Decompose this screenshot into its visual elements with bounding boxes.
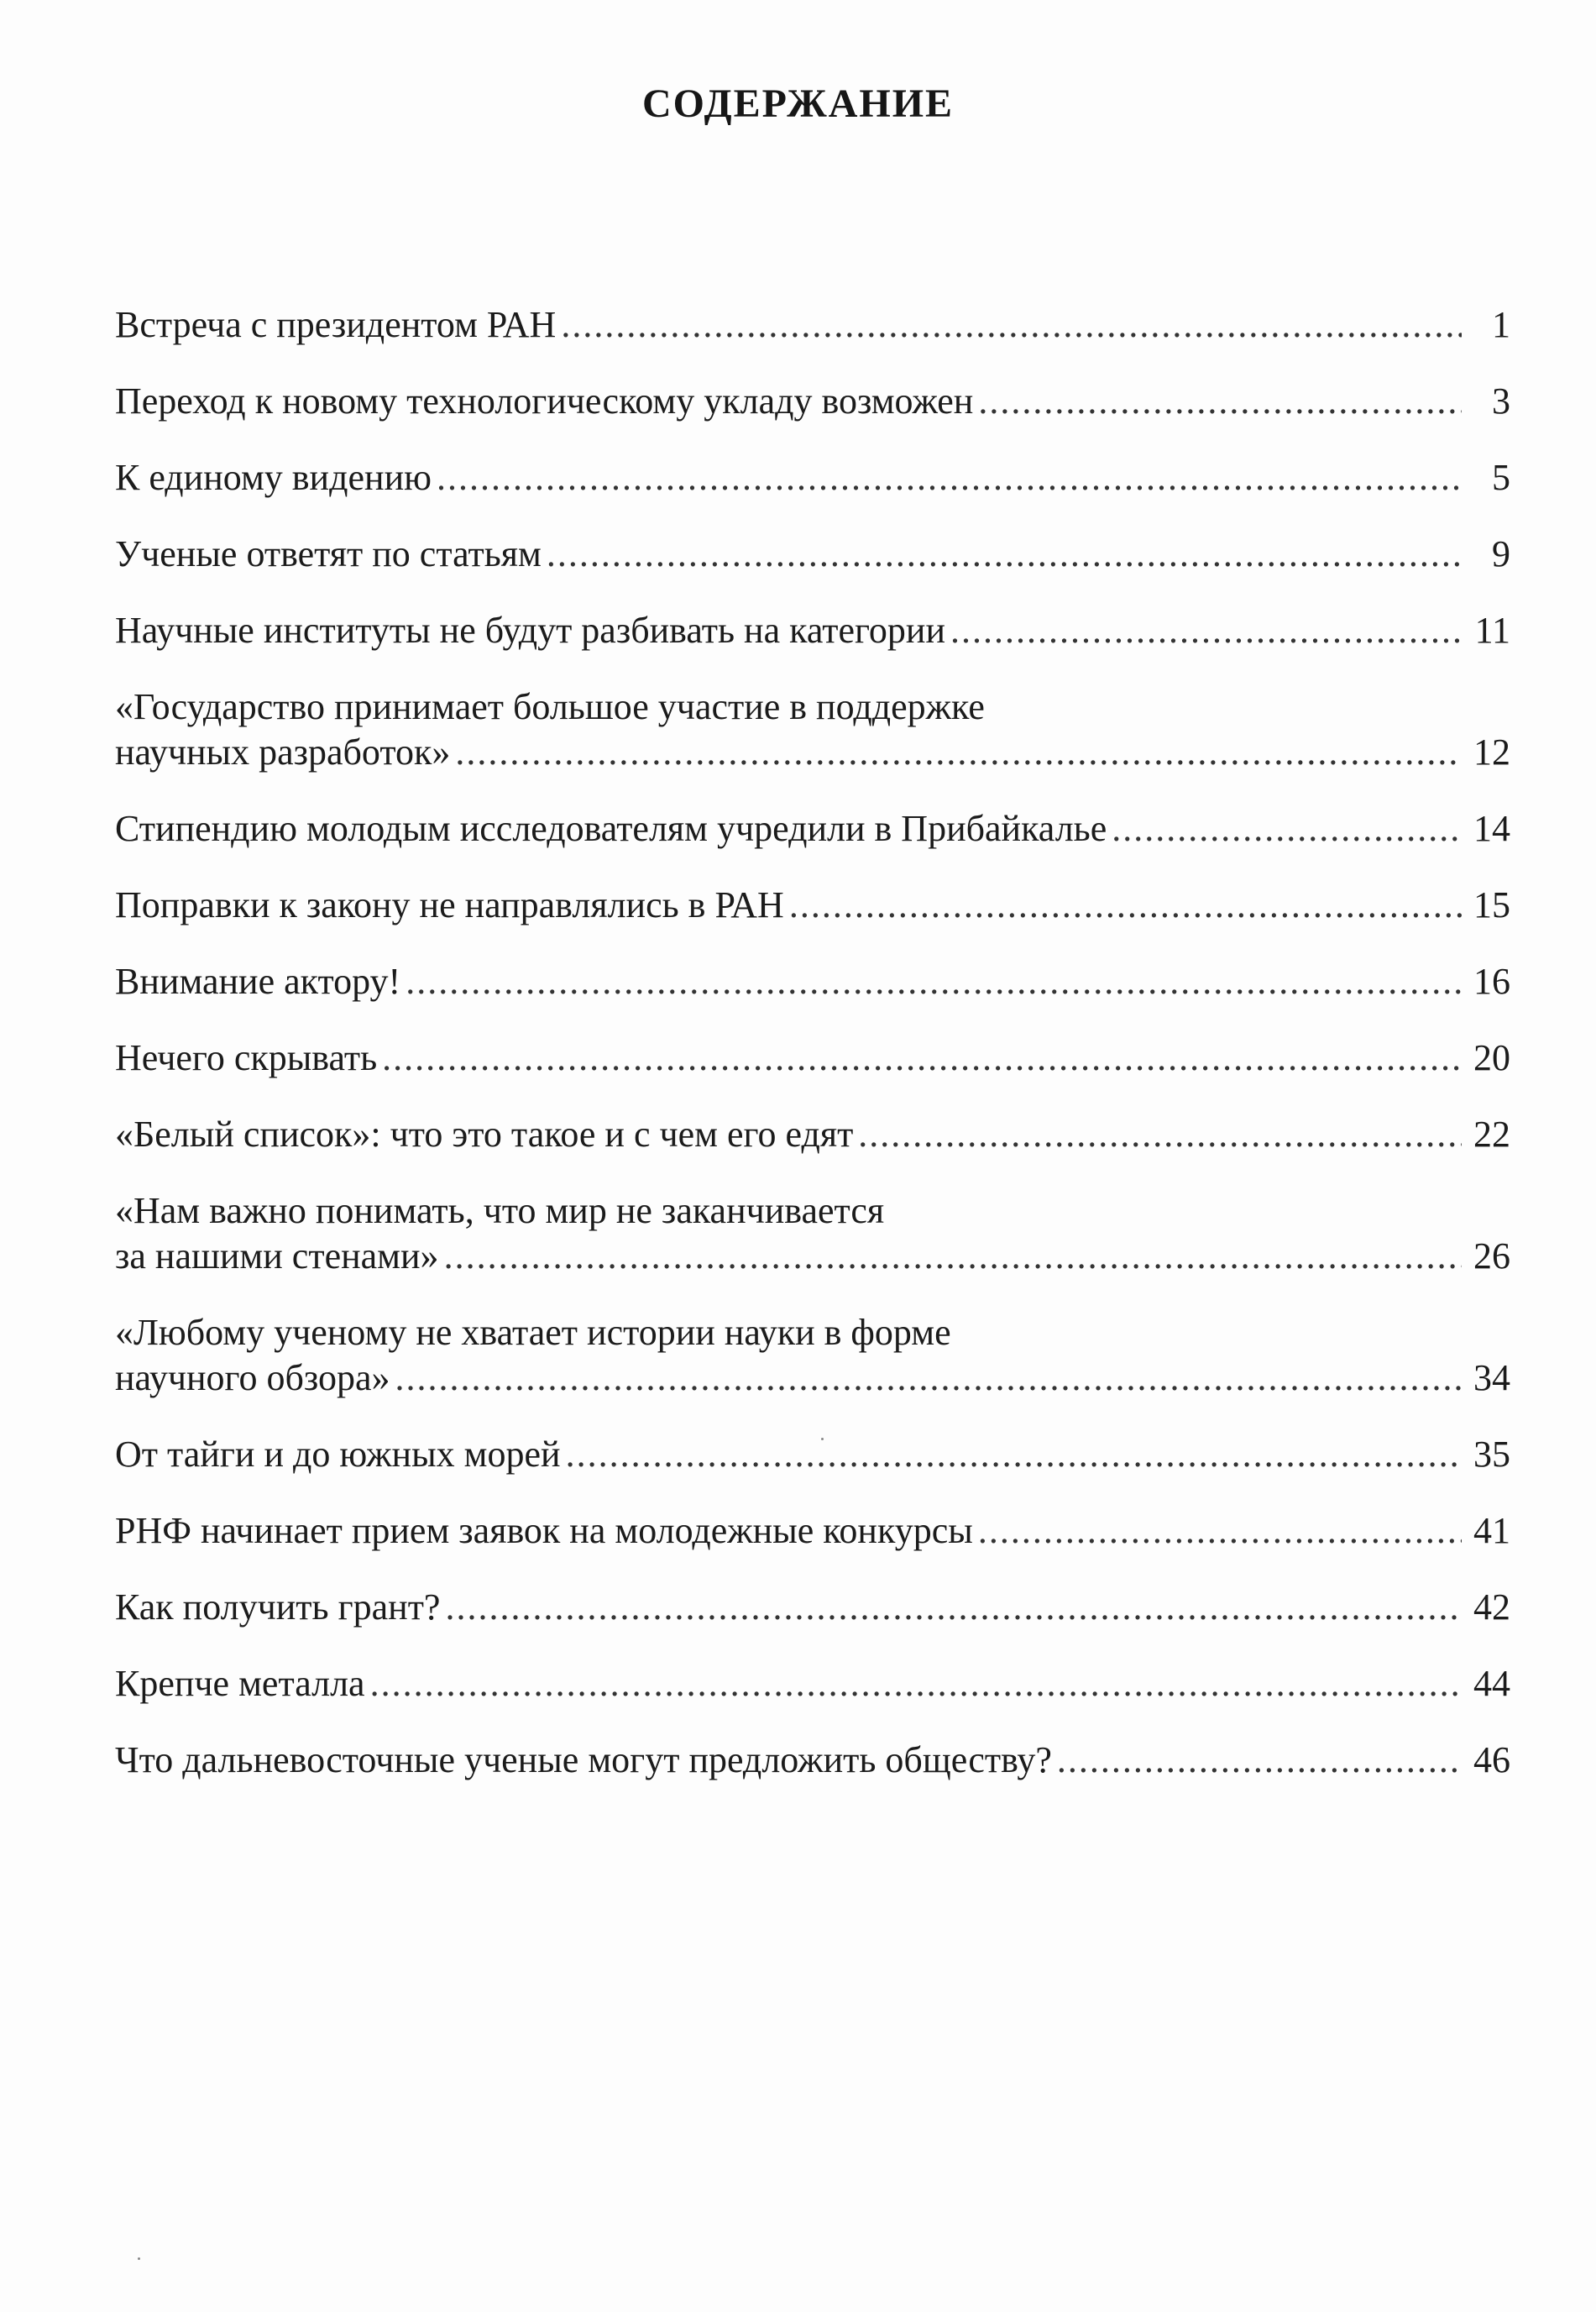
toc-entry	[115, 1508, 1510, 1554]
leader-dots	[547, 532, 1462, 577]
leader-dots	[406, 959, 1462, 1004]
leader-dots	[370, 1661, 1462, 1706]
toc-page-number: 5	[1492, 457, 1510, 498]
leader-dots	[566, 1432, 1462, 1477]
leader-dots	[978, 379, 1462, 424]
toc-entry-line	[115, 806, 1510, 852]
toc-entry-line	[115, 455, 1510, 501]
toc-entry-title: научных разработок»	[115, 731, 451, 773]
toc-entry-title: за нашими стенами»	[115, 1235, 439, 1277]
toc-page-number: 34	[1473, 1357, 1510, 1398]
leader-dots	[789, 883, 1462, 928]
toc-entry-title: Ученые ответят по статьям	[115, 533, 542, 574]
toc-page-number: 22	[1473, 1114, 1510, 1155]
toc-entry-line	[115, 1738, 1510, 1783]
toc-entry-title: «Белый список»: что это такое и с чем его едят	[115, 1114, 854, 1155]
toc-entry	[115, 302, 1510, 348]
leader-dots	[445, 1585, 1462, 1630]
toc-page-number: 3	[1492, 380, 1510, 422]
toc-page-number: 11	[1474, 610, 1510, 651]
toc-entry-title: От тайги и до южных морей	[115, 1434, 561, 1475]
leader-dots	[950, 608, 1462, 653]
toc-entry	[115, 379, 1510, 424]
leader-dots	[978, 1508, 1462, 1554]
toc-entry	[115, 959, 1510, 1004]
leader-dots	[455, 730, 1462, 775]
toc-page-number: 20	[1473, 1037, 1510, 1078]
toc-entry-title: Что дальневосточные ученые могут предложить обществу?	[115, 1739, 1052, 1780]
page-title: СОДЕРЖАНИЕ	[641, 81, 955, 126]
toc-entry	[115, 1188, 1510, 1279]
leader-dots	[395, 1355, 1462, 1401]
toc-entry-line	[115, 1508, 1510, 1554]
toc-entry	[115, 1585, 1510, 1630]
toc-entry	[115, 1738, 1510, 1783]
toc-page-number: 46	[1473, 1739, 1510, 1780]
leader-dots	[444, 1234, 1462, 1279]
toc-entry-line	[115, 1035, 1510, 1081]
toc-entry-line	[115, 1585, 1510, 1630]
toc-entry	[115, 455, 1510, 501]
toc-entry-line	[115, 1432, 1510, 1477]
toc-entry-title: Как получить грант?	[115, 1586, 441, 1628]
toc-entry-title: Встреча с президентом РАН	[115, 304, 557, 345]
toc-entry-title: РНФ начинает прием заявок на молодежные конкурсы	[115, 1510, 973, 1551]
toc-entry-line	[115, 608, 1510, 653]
toc-page-number: 1	[1492, 304, 1510, 345]
leader-dots	[1112, 806, 1462, 852]
leader-dots	[1057, 1738, 1462, 1783]
toc-entry-line	[115, 302, 1510, 348]
toc-entry-title: Переход к новому технологическому укладу возможен	[115, 380, 974, 422]
toc-entry-line	[115, 379, 1510, 424]
toc-entry-title: Научные институты не будут разбивать на категории	[115, 610, 946, 651]
toc-entry-title: Крепче металла	[115, 1663, 365, 1704]
scan-speck	[138, 2257, 140, 2260]
toc-entry	[115, 1661, 1510, 1706]
toc-entry-line	[115, 730, 1510, 775]
toc-entry-title: Стипендию молодым исследователям учредили в Прибайкалье	[115, 808, 1107, 849]
toc-entry-line	[115, 1661, 1510, 1706]
toc-entry	[115, 883, 1510, 928]
toc-entry	[115, 1035, 1510, 1081]
toc-page-number: 15	[1473, 884, 1510, 925]
toc-entry-title: Нечего скрывать	[115, 1037, 378, 1078]
table-of-contents	[115, 302, 1510, 1814]
toc-entry-line	[115, 959, 1510, 1004]
toc-entry	[115, 1310, 1510, 1401]
toc-entry-title-line: «Нам важно понимать, что мир не заканчивается	[115, 1190, 885, 1231]
toc-entry	[115, 684, 1510, 775]
toc-page-number: 42	[1473, 1586, 1510, 1628]
toc-page-number: 35	[1473, 1434, 1510, 1475]
toc-page-number: 16	[1473, 961, 1510, 1002]
toc-page-number: 41	[1473, 1510, 1510, 1551]
toc-entry	[115, 1432, 1510, 1477]
toc-entry	[115, 532, 1510, 577]
toc-entry-title-line: «Любому ученому не хватает истории науки в форме	[115, 1312, 951, 1353]
toc-entry-title-line: «Государство принимает большое участие в поддержке	[115, 686, 985, 727]
toc-entry-line	[115, 883, 1510, 928]
toc-entry-title: К единому видению	[115, 457, 432, 498]
leader-dots	[382, 1035, 1462, 1081]
leader-dots	[437, 455, 1462, 501]
toc-entry-title: научного обзора»	[115, 1357, 390, 1398]
toc-page-number: 12	[1473, 731, 1510, 773]
toc-entry-title: Внимание актору!	[115, 961, 401, 1002]
toc-entry-line	[115, 1355, 1510, 1401]
toc-entry-line	[115, 1234, 1510, 1279]
toc-entry-line	[115, 1112, 1510, 1157]
toc-entry	[115, 1112, 1510, 1157]
toc-page-number: 44	[1473, 1663, 1510, 1704]
toc-entry	[115, 608, 1510, 653]
toc-entry-line	[115, 532, 1510, 577]
scan-speck	[821, 1438, 824, 1440]
leader-dots	[858, 1112, 1462, 1157]
toc-entry-title: Поправки к закону не направлялись в РАН	[115, 884, 784, 925]
toc-page-number: 26	[1473, 1235, 1510, 1277]
toc-entry	[115, 806, 1510, 852]
toc-page-number: 9	[1492, 533, 1510, 574]
leader-dots	[561, 302, 1462, 348]
toc-page-number: 14	[1473, 808, 1510, 849]
